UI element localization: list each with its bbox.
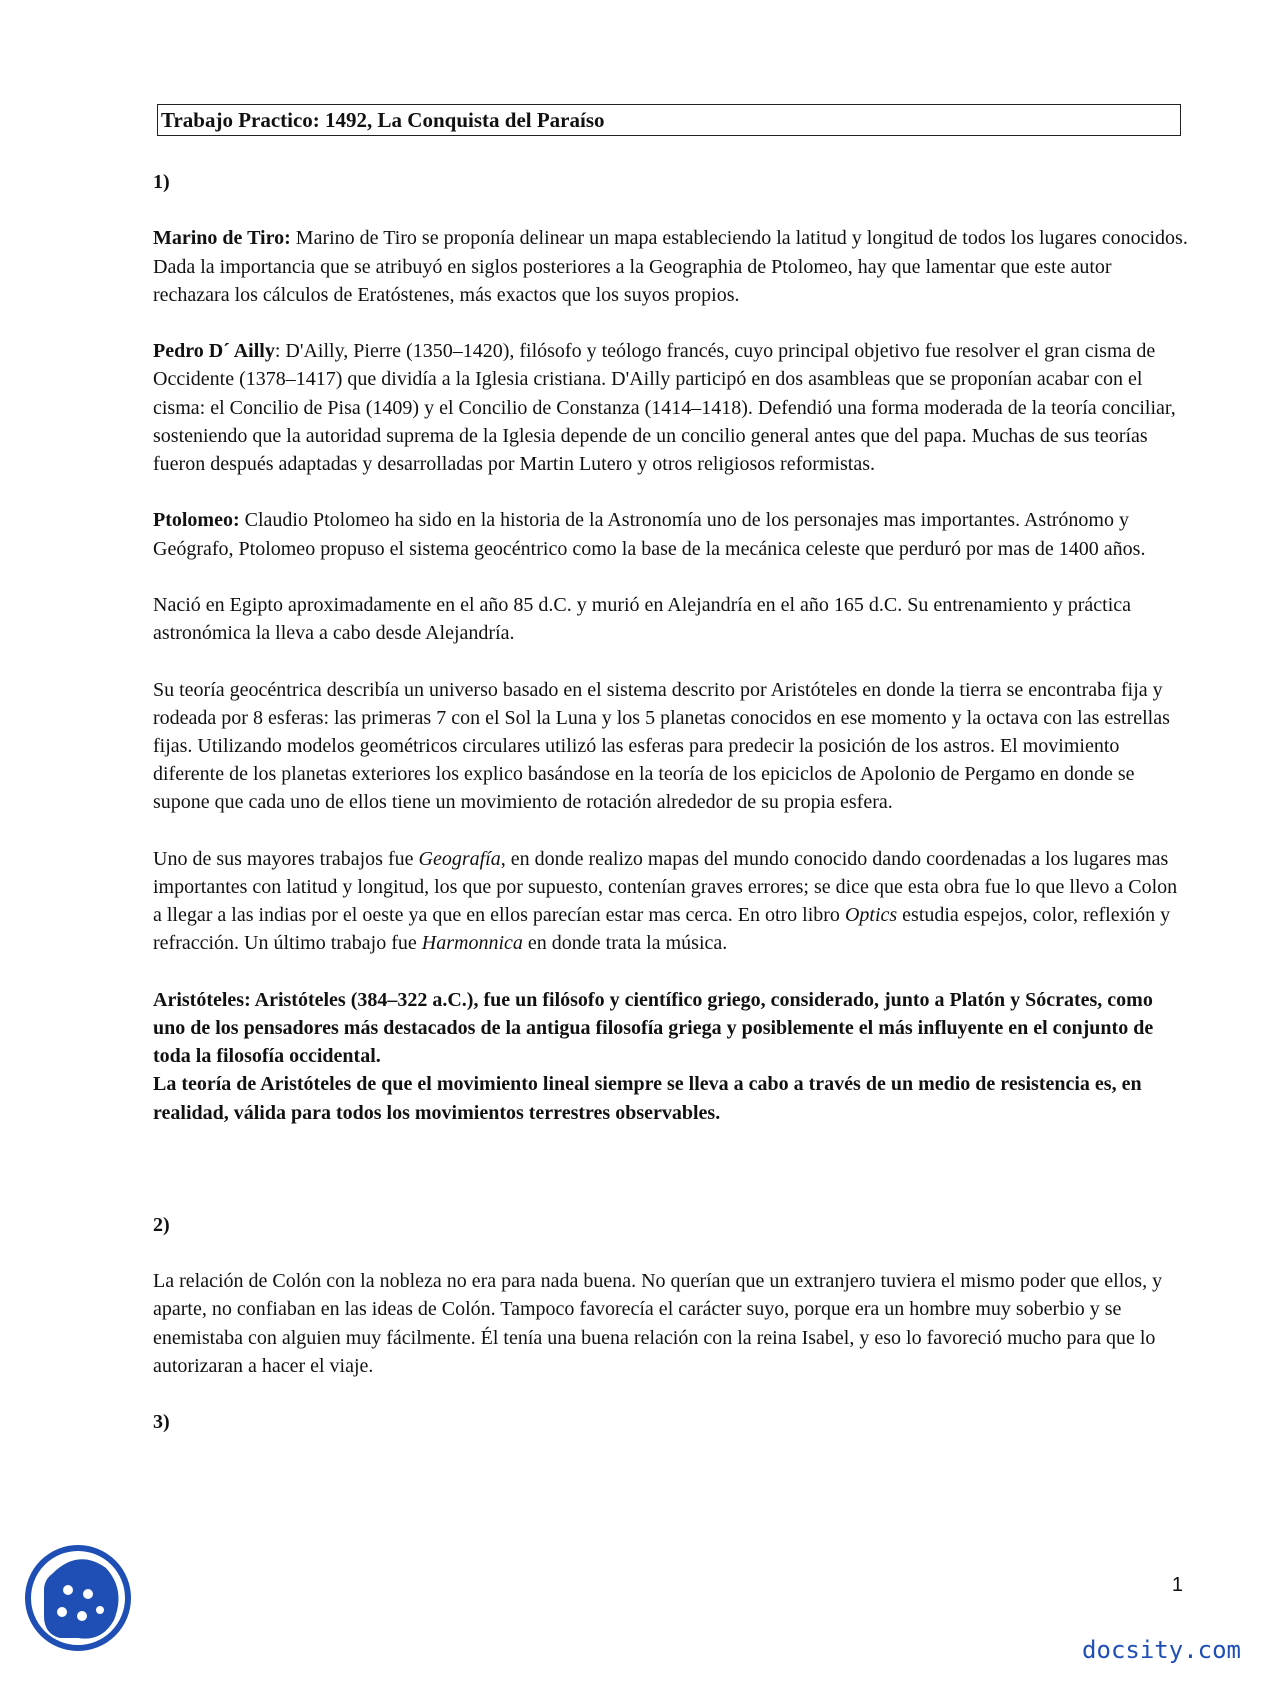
document-body	[153, 168, 1189, 1465]
docsity-logo-icon	[22, 1538, 134, 1656]
term-ptolomeo: Ptolomeo:	[153, 509, 240, 532]
document-title: Trabajo Practico: 1492, La Conquista del Paraíso	[157, 104, 1181, 136]
paragraph-pedro-dailly	[153, 337, 1189, 478]
term-pedro-dailly: Pedro D´ Ailly	[153, 340, 275, 363]
title-optics: Optics	[844, 904, 898, 927]
paragraph-trabajos	[153, 845, 1189, 958]
trabajos-text-a: Uno de sus mayores trabajos fue	[153, 847, 419, 870]
section-number-3: 3)	[153, 1411, 170, 1434]
paragraph-nacio: Nació en Egipto aproximadamente en el año 85 d.C. y murió en Alejandría en el año 165 d.C. Su entrenamiento y práctica astronómica la lleva a cabo desde Alejandría.	[153, 593, 1132, 645]
text-ptolomeo: Claudio Ptolomeo ha sido en la historia de la Astronomía uno de los personajes mas importantes. Astrónomo y Geógrafo, Ptolomeo propuso el sistema geocéntrico como la base de la mecánica celeste que perduró por mas de 1400 años.	[153, 509, 1146, 560]
text-marino-de-tiro: Marino de Tiro se proponía delinear un mapa estableciendo la latitud y longitud de todos los lugares conocidos. Dada la importancia que se atribuyó en siglos posteriores a la Geographia de Ptolomeo, hay que lamentar que este autor rechazara los cálculos de Eratóstenes, más exactos que los suyos propios.	[153, 227, 1188, 306]
paragraph-teoria: Su teoría geocéntrica describía un universo basado en el sistema descrito por Aristóteles en donde la tierra se encontraba fija y rodeada por 8 esferas: las primeras 7 con el Sol la Luna y los 5 planetas conocidos en ese momento y la octava con las estrellas fijas. Utilizando modelos geométricos circulares utilizó las esferas para predecir la posición de los astros. El movimiento diferente de los planetas exteriores los explico basándose en la teoría de los epiciclos de Apolonio de Pergamo en donde se supone que cada uno de ellos tiene un movimiento de rotación alrededor de su propia esfera.	[153, 678, 1170, 814]
paragraph-marino-de-tiro	[153, 224, 1189, 309]
section-number-1: 1)	[153, 171, 170, 193]
page-number: 1	[1171, 1574, 1183, 1596]
trabajos-text-d: en donde trata la música.	[522, 932, 728, 955]
paragraph-ptolomeo	[153, 506, 1189, 562]
title-harmonnica: Harmonnica	[421, 932, 523, 955]
section-number-2: 2)	[153, 1213, 170, 1236]
aristoteles-line-1: Aristóteles: Aristóteles (384–322 a.C.), fue un filósofo y científico griego, considerado, junto a Platón y Sócrates, como uno de los pensadores más destacados de la antigua filosofía griega y posiblemente el más influyente en el conjunto de toda la filosofía occidental.	[153, 988, 1154, 1068]
text-pedro-dailly: : D'Ailly, Pierre (1350–1420), filósofo y teólogo francés, cuyo principal objetivo fue resolver el gran cisma de Occidente (1378–1417) que dividía a la Iglesia cristiana. D'Ailly participó en dos asambleas que se proponían acabar con el cisma: el Concilio de Pisa (1409) y el Concilio de Constanza (1414–1418). Defendió una forma moderada de la teoría conciliar, sosteniendo que la autoridad suprema de la Iglesia depende de un concilio general antes que del papa. Muchas de sus teorías fueron después adaptadas y desarrolladas por Martin Lutero y otros religiosos reformistas.	[153, 340, 1176, 475]
trabajos-text-c: estudia espejos, color, reflexión y refracción. Un último trabajo fue	[153, 904, 1171, 955]
term-marino-de-tiro: Marino de Tiro:	[153, 227, 291, 250]
title-geografia: Geografía	[418, 847, 501, 870]
trabajos-text-b: , en donde realizo mapas del mundo conocido dando coordenadas a los lugares mas importantes con latitud y longitud, los que por supuesto, contenían graves errores; se dice que esta obra fue lo que llevo a Colon a llegar a las indias por el oeste ya que en ellos parecían estar mas cerca. En otro libro	[153, 847, 1178, 927]
paragraph-aristoteles	[153, 986, 1189, 1127]
aristoteles-line-2: La teoría de Aristóteles de que el movimiento lineal siempre se lleva a cabo a través de un medio de resistencia es, en realidad, válida para todos los movimientos terrestres observables.	[153, 1073, 1142, 1124]
paragraph-colon-nobleza: La relación de Colón con la nobleza no era para nada buena. No querían que un extranjero tuviera el mismo poder que ellos, y aparte, no confiaban en las ideas de Colón. Tampoco favorecía el carácter suyo, porque era un hombre muy soberbio y se enemistaba con alguien muy fácilmente. Él tenía una buena relación con la reina Isabel, y eso lo favoreció mucho para que lo autorizaran a hacer el viaje.	[153, 1270, 1163, 1377]
vertical-spacer	[153, 1127, 1189, 1183]
brand-link[interactable]: docsity.com	[1082, 1636, 1241, 1664]
